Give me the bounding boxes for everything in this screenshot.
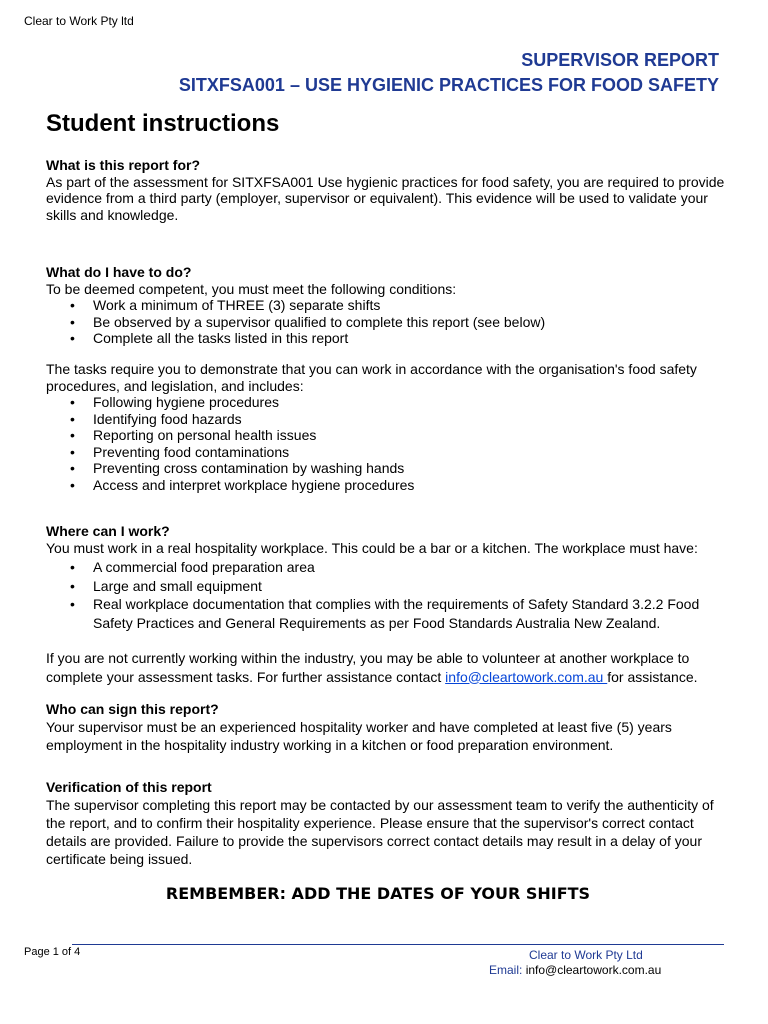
- footer-email: [489, 963, 661, 977]
- list-item: • Reporting on personal health issues: [46, 427, 726, 444]
- section-text: To be deemed competent, you must meet the following conditions:: [46, 280, 457, 297]
- email-label: Email:: [489, 963, 523, 977]
- email-value: info@cleartowork.com.au: [525, 963, 662, 977]
- shift-dates-reminder: REMBEMBER: ADD THE DATES OF YOUR SHIFTS: [165, 884, 591, 903]
- report-title: [179, 48, 719, 98]
- list-item: • A commercial food preparation area: [46, 558, 726, 577]
- page-title: Student instructions: [46, 110, 280, 137]
- conditions-list: [46, 297, 726, 347]
- section-purpose: [46, 157, 726, 223]
- section-text: The tasks require you to demonstrate that you can work in accordance with the organisation's food safety procedures, and legislation, and includes:: [46, 361, 697, 394]
- list-item: • Preventing food contaminations: [46, 444, 726, 461]
- section-text: The supervisor completing this report may be contacted by our assessment team to verify the authenticity of the report, and to confirm their hospitality experience. Please ensure that the supervisor's correct contact details are provided. Failure to provide the supervisors correct contact details may result in a delay of your certificate being issued.: [46, 796, 714, 867]
- tasks-list: [46, 394, 726, 493]
- section-signer: [46, 701, 726, 755]
- section-heading: What do I have to do?: [46, 264, 192, 280]
- page-number: Page 1 of 4: [24, 946, 81, 958]
- section-heading: Who can sign this report?: [46, 701, 219, 717]
- report-title-line1: SUPERVISOR REPORT: [521, 50, 719, 70]
- list-item: • Access and interpret workplace hygiene procedures: [46, 477, 726, 494]
- note-text: If you are not currently working within the industry, you may be able to volunteer at another workplace to complete your assessment tasks. For further assistance contact: [46, 650, 690, 685]
- section-text: As part of the assessment for SITXFSA001 Use hygienic practices for food safety, you are required to provide evidence from a third party (employer, supervisor or equivalent). This evidence will be used to validate your skills and knowledge.: [46, 173, 725, 223]
- contact-email-link[interactable]: info@cleartowork.com.au: [445, 668, 608, 685]
- section-heading: What is this report for?: [46, 157, 200, 173]
- section-text: Your supervisor must be an experienced hospitality worker and have completed at least five (5) years employment in the hospitality industry working in a kitchen or food preparation environment.: [46, 718, 672, 753]
- list-item: • Real workplace documentation that complies with the requirements of Safety Standard 3.2.2 Food Safety Practices and General Requirements as per Food Standards Australia New Zealand.: [46, 595, 726, 632]
- list-item: • Preventing cross contamination by washing hands: [46, 460, 726, 477]
- section-tasks: [46, 361, 726, 493]
- workplace-list: [46, 558, 726, 632]
- list-item: • Large and small equipment: [46, 577, 726, 596]
- list-item: • Be observed by a supervisor qualified to complete this report (see below): [46, 314, 726, 331]
- list-item: • Complete all the tasks listed in this report: [46, 330, 726, 347]
- list-item: • Identifying food hazards: [46, 411, 726, 428]
- note-text-end: for assistance.: [607, 668, 698, 685]
- section-heading: Verification of this report: [46, 779, 212, 795]
- section-heading: Where can I work?: [46, 523, 170, 539]
- footer-company: Clear to Work Pty Ltd: [529, 948, 643, 962]
- volunteer-note: [46, 649, 726, 686]
- list-item: • Following hygiene procedures: [46, 394, 726, 411]
- section-text: You must work in a real hospitality workplace. This could be a bar or a kitchen. The workplace must have:: [46, 539, 698, 556]
- list-item: • Work a minimum of THREE (3) separate shifts: [46, 297, 726, 314]
- section-verification: [46, 779, 726, 868]
- section-requirements: [46, 264, 726, 347]
- header-company: Clear to Work Pty ltd: [24, 14, 134, 28]
- report-title-line2: SITXFSA001 – USE HYGIENIC PRACTICES FOR FOOD SAFETY: [178, 75, 719, 95]
- footer-divider: [72, 944, 724, 945]
- section-workplace: [46, 523, 726, 632]
